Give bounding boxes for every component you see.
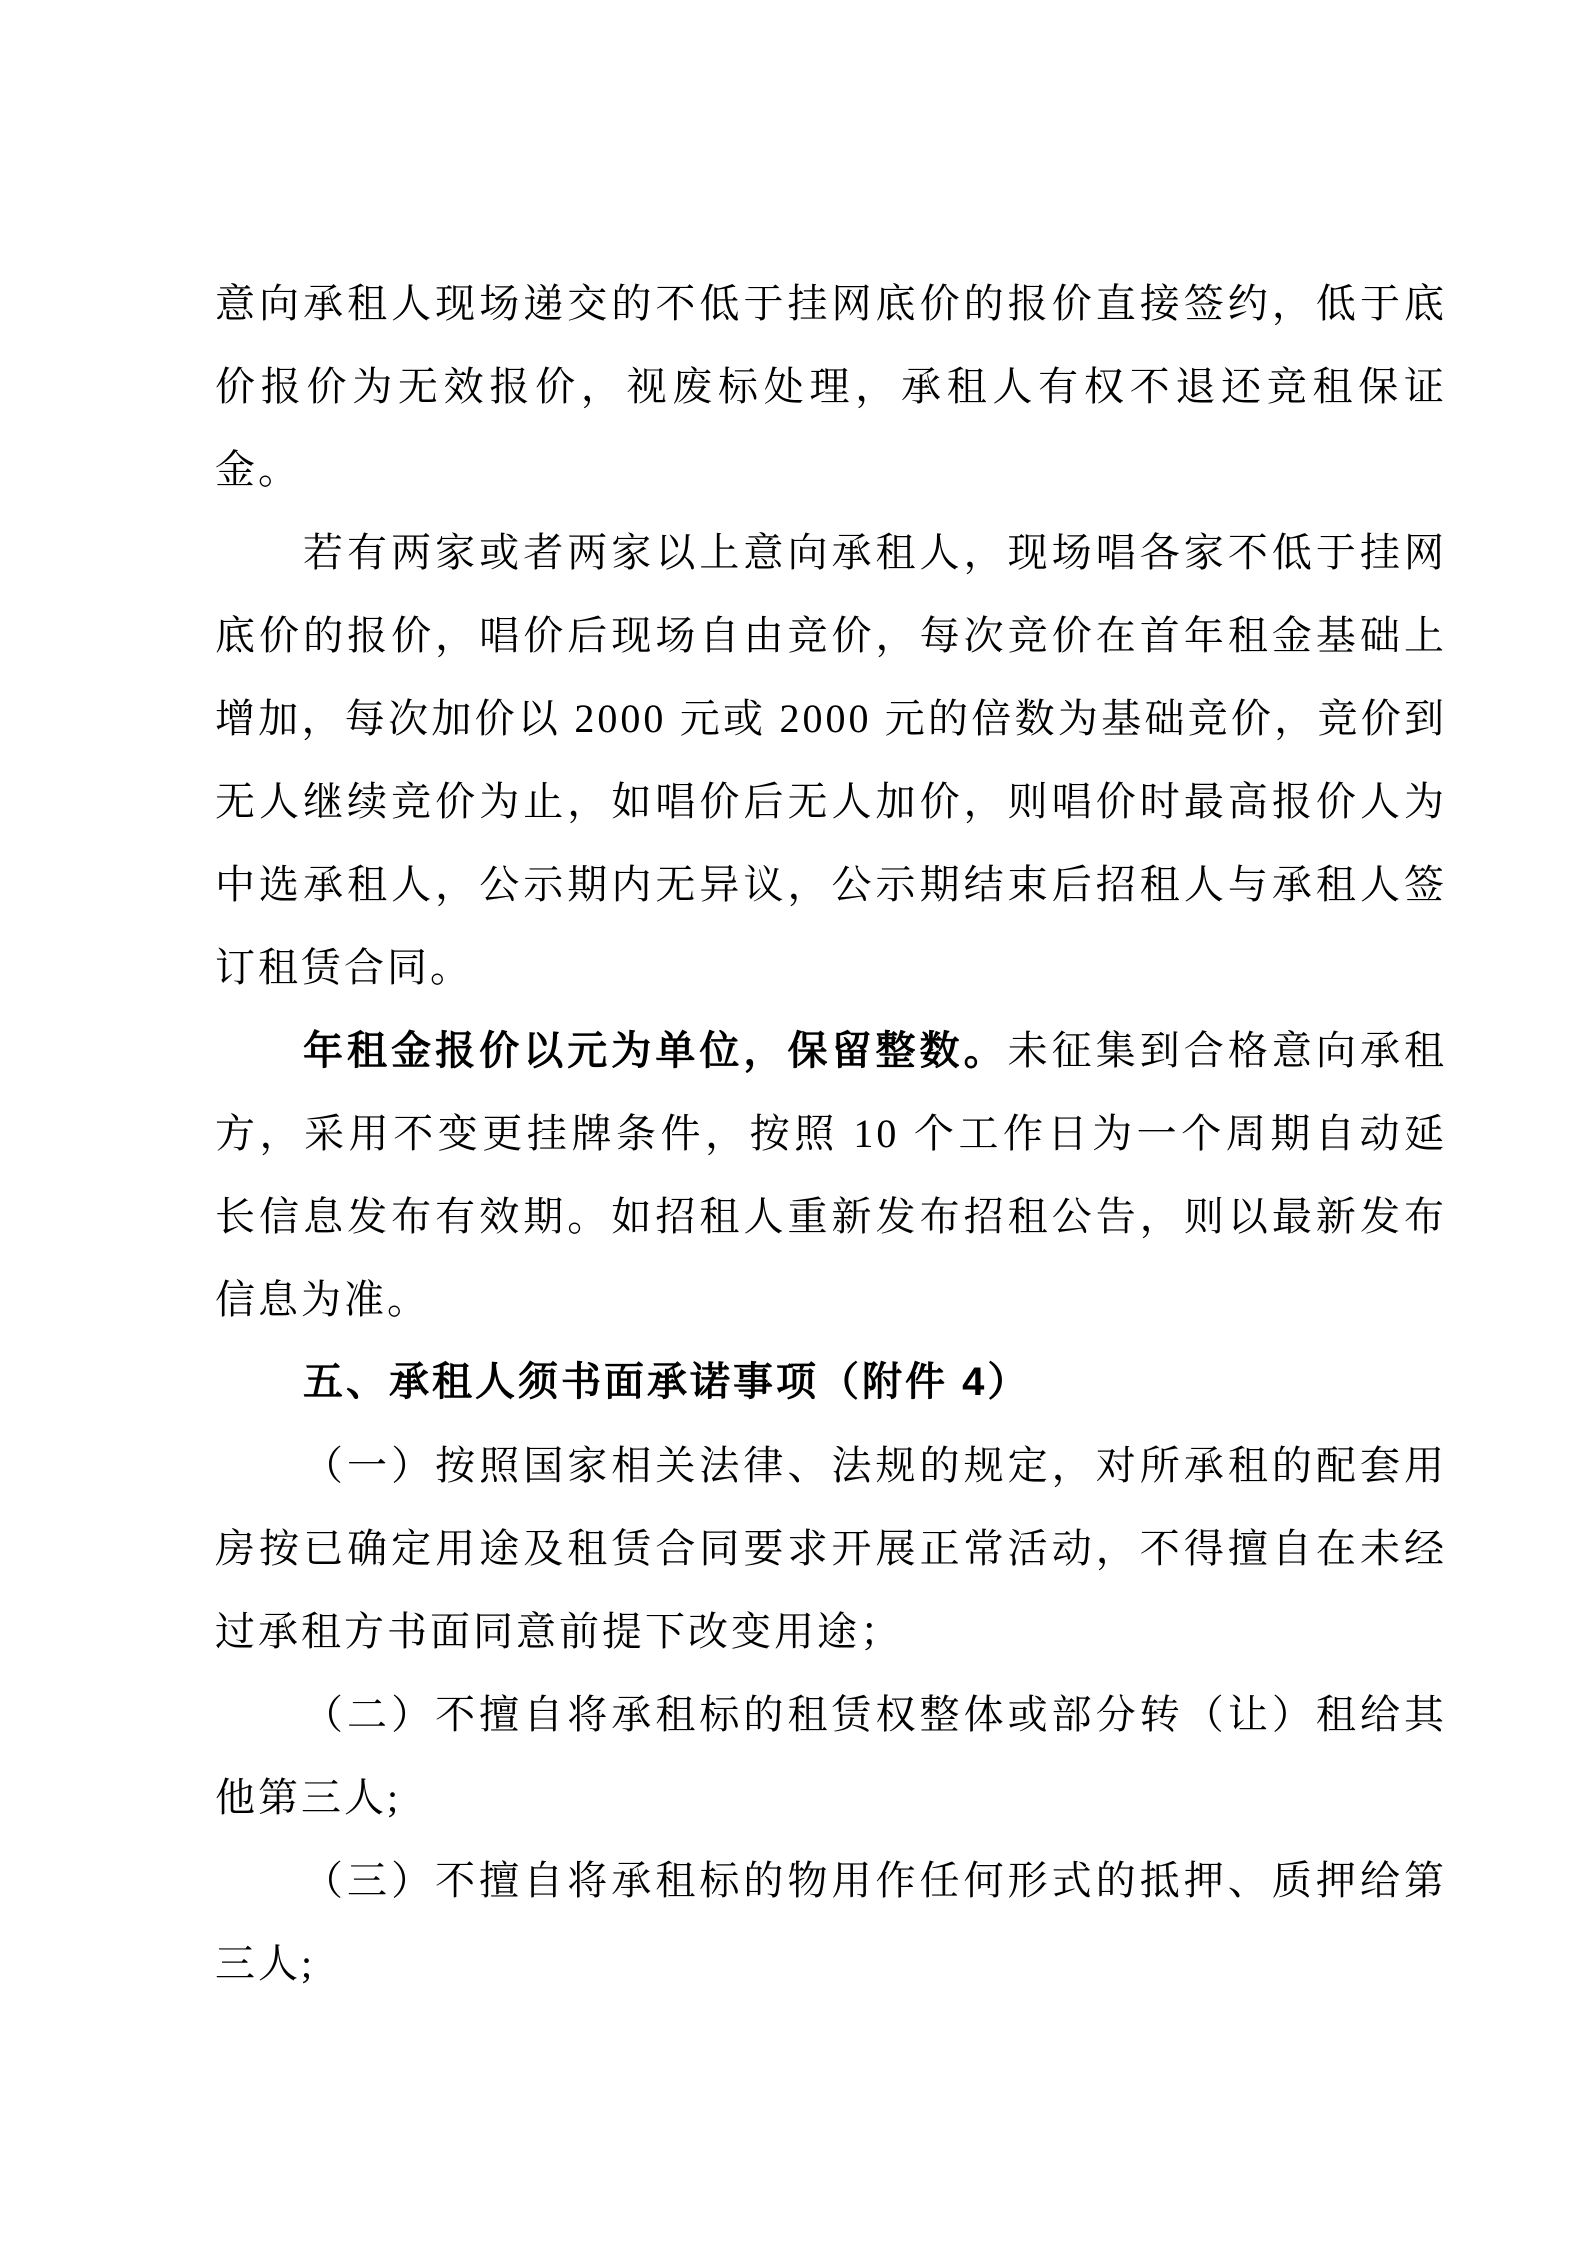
- paragraph-bidding-process: 若有两家或者两家以上意向承租人，现场唱各家不低于挂网底价的报价，唱价后现场自由竞价，每次竞价在首年租金基础上增加，每次加价以 2000 元或 2000 元的倍数为基础竞价，竞价到无人继续竞价为止，如唱价后无人加价，则唱价时最高报价人为中选承租人，公示期内无异议，公示期结束后招租人与承租人签订租赁合同。: [215, 530, 1447, 990]
- paragraph-signing-rule: 意向承租人现场递交的不低于挂网底价的报价直接签约，低于底价报价为无效报价，视废标处理，承租人有权不退还竞租保证金。: [215, 281, 1447, 492]
- rent-quote-bold-lead: 年租金报价以元为单位，保留整数。: [303, 1028, 1008, 1073]
- document-body: [215, 262, 1447, 2005]
- paragraph-rent-quote: [215, 1009, 1447, 1341]
- paragraph-commitment-2: （二）不擅自将承租标的租赁权整体或部分转（让）租给其他第三人;: [215, 1692, 1447, 1820]
- paragraph-commitment-3: （三）不擅自将承租标的物用作任何形式的抵押、质押给第三人;: [215, 1858, 1447, 1986]
- section-heading-commitments: 五、承租人须书面承诺事项（附件 4）: [303, 1360, 1031, 1404]
- paragraph-commitment-1: （一）按照国家相关法律、法规的规定，对所承租的配套用房按已确定用途及租赁合同要求开展正常活动，不得擅自在未经过承租方书面同意前提下改变用途；: [215, 1443, 1447, 1654]
- rent-quote-rest: 未征集到合格意向承租方，采用不变更挂牌条件，按照 10 个工作日为一个周期自动延长信息发布有效期。如招租人重新发布招租公告，则以最新发布信息为准。: [215, 1028, 1448, 1322]
